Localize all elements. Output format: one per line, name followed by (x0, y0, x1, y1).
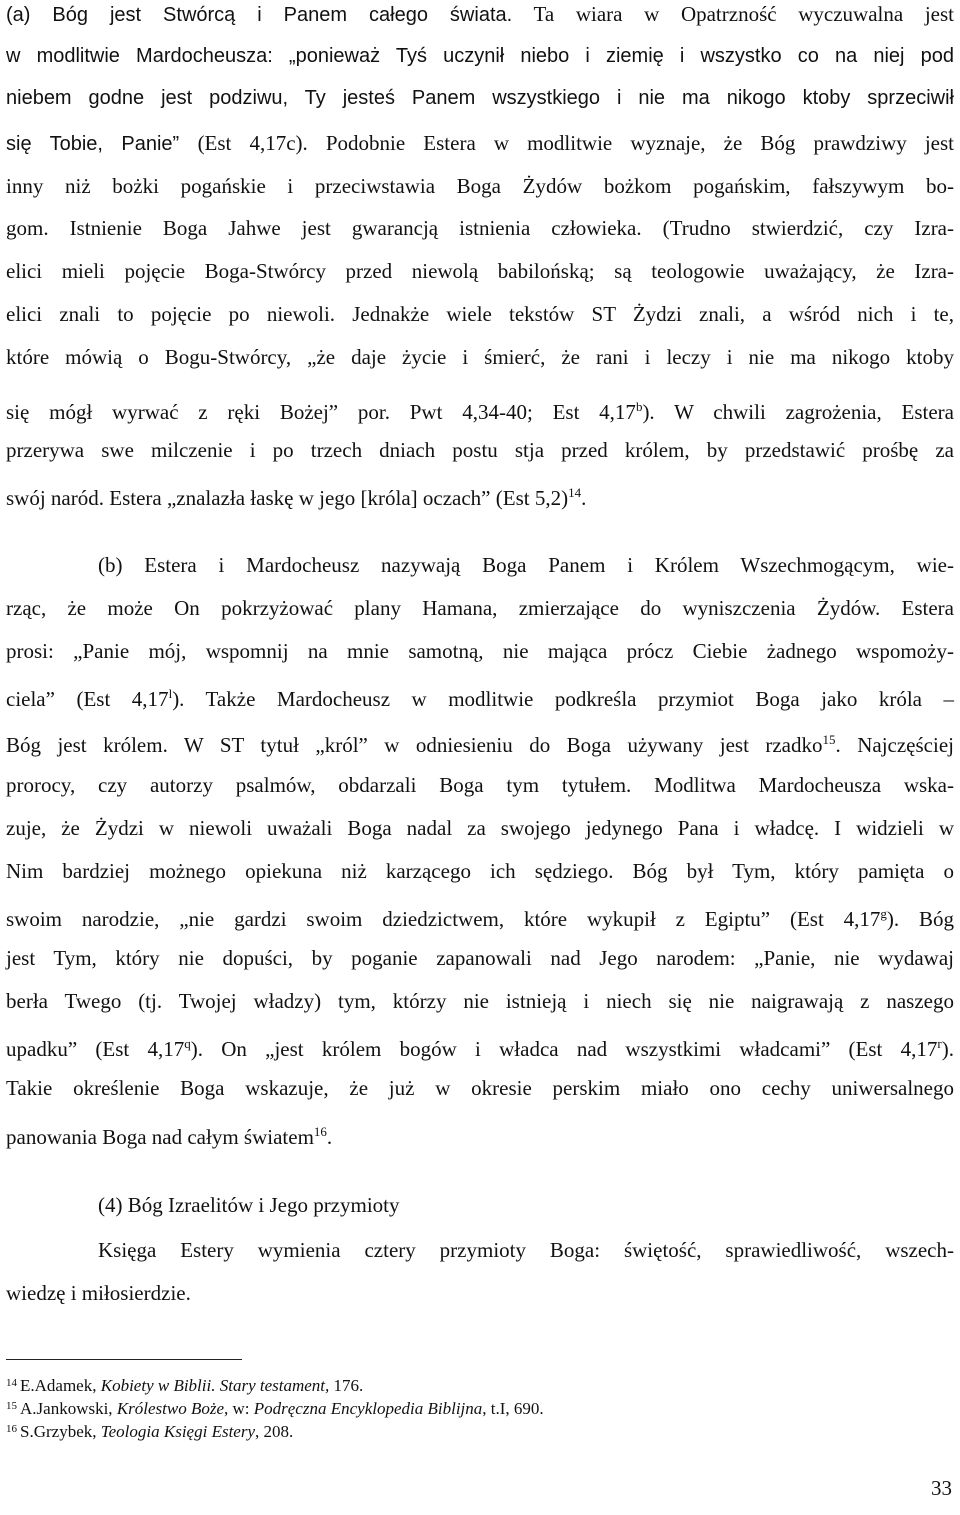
page-number: 33 (931, 1476, 952, 1500)
para-a-line-1: (a) Bóg jest Stwórcą i Panem całego świata. Ta wiara w Opatrzność wyczuwalna jest (6, 2, 955, 26)
footnote-separator (6, 1359, 242, 1360)
para-a-line-12: swój naród. Estera „znalazła łaskę w jego [króla] oczach” (Est 5,2)$^{14}$. (6, 485, 587, 510)
footnote-16: $^{16}$ S.Grzybek, Teologia Księgi Estery, 208. (6, 1422, 294, 1441)
footnote-14: $^{14}$ E.Adamek, Kobiety w Biblii. Stary testament, 176. (6, 1376, 364, 1395)
para-a-line-11: przerywa swe milczenie i po trzech dniach postu stja przed królem, by przedstawić prośbę za (6, 438, 954, 462)
para-b-line-1: (b) Estera i Mardocheusz nazywają Boga Panem i Królem Wszechmogącym, wie- (98, 553, 954, 577)
footnote-15: $^{15}$ A.Jankowski, Królestwo Boże, w: Podręczna Encyklopedia Biblijna, t.I, 690. (6, 1399, 544, 1418)
section-heading: (4) Bóg Izraelitów i Jego przymioty (98, 1193, 400, 1217)
para-a-line-3: niebem godne jest podziwu, Ty jesteś Panem wszystkiego i nie ma nikogo ktoby sprzeciwił (6, 87, 954, 109)
para-a-line-8: elici znali to pojęcie po niewoli. Jednakże wiele tekstów ST Żydzi znali, a wśród nich i te, (6, 302, 954, 326)
para-b-line-3: prosi: „Panie mój, wspomnij na mnie samotną, nie mająca prócz Ciebie żadnego wspomoży- (6, 639, 954, 663)
para-a-line-10: się mógł wyrwać z ręki Bożej” por. Pwt 4,34-40; Est 4,17$^b$). W chwili zagrożenia, Estera (6, 399, 954, 424)
para-a-line-4: się Tobie, Panie” (Est 4,17c). Podobnie Estera w modlitwie wyznaje, że Bóg prawdziwy jest (6, 131, 954, 155)
para-b-line-11: berła Twego (tj. Twojej władzy) tym, którzy nie istnieją i niech się nie naigrawają z naszego (6, 989, 954, 1013)
para-a-line-2: w modlitwie Mardocheusza: „ponieważ Tyś uczynił niebo i ziemię i wszystko co na niej pod (6, 45, 954, 67)
para-c-line-1: Księga Estery wymienia cztery przymioty Boga: świętość, sprawiedliwość, wszech- (98, 1238, 954, 1262)
para-b-line-10: jest Tym, który nie dopuści, by poganie zapanowali nad Jego narodem: „Panie, nie wydawaj (6, 946, 954, 970)
para-b-line-13: Takie określenie Boga wskazuje, że już w okresie perskim miało ono cechy uniwersalnego (6, 1076, 954, 1100)
para-a-line-6: gom. Istnienie Boga Jahwe jest gwarancją istnienia człowieka. (Trudno stwierdzić, czy Izra- (6, 216, 954, 240)
para-b-line-12: upadku” (Est 4,17$^q$). On „jest królem bogów i władca nad wszystkimi władcami” (Est 4,17$^r$). (6, 1036, 954, 1061)
para-a-line-5: inny niż bożki pogańskie i przeciwstawia Boga Żydów bożkom pogańskim, fałszywym bo- (6, 174, 954, 198)
para-b-line-7: zuje, że Żydzi w niewoli uważali Boga nadal za swojego jedynego Pana i władcę. I widzieli w (6, 816, 954, 840)
para-b-line-4: ciela” (Est 4,17$^l$). Także Mardocheusz w modlitwie podkreśla przymiot Boga jako króla – (6, 686, 955, 711)
para-b-line-8: Nim bardziej możnego opiekuna niż karzącego ich sędziego. Bóg był Tym, który pamięta o (6, 859, 954, 883)
para-c-line-2: wiedzę i miłosierdzie. (6, 1281, 191, 1305)
para-a-line-7: elici mieli pojęcie Boga-Stwórcy przed niewolą babilońską; są teologowie uważający, że Izra- (6, 259, 954, 283)
para-b-line-14: panowania Boga nad całym światem$^{16}$. (6, 1124, 333, 1149)
para-b-line-5: Bóg jest królem. W ST tytuł „król” w odniesieniu do Boga używany jest rzadko$^{15}$. Najczęściej (6, 732, 954, 757)
para-b-line-6: prorocy, czy autorzy psalmów, obdarzali Boga tym tytułem. Modlitwa Mardocheusza wska- (6, 773, 954, 797)
para-b-line-9: swoim narodzie, „nie gardzi swoim dziedzictwem, które wykupił z Egiptu” (Est 4,17$^g$). Bóg (6, 906, 955, 931)
para-a-line-9: które mówią o Bogu-Stwórcy, „że daje życie i śmierć, że rani i leczy i nie ma nikogo ktoby (6, 345, 954, 369)
para-b-line-2: rząc, że może On pokrzyżować plany Hamana, zmierzające do wyniszczenia Żydów. Estera (6, 596, 954, 620)
